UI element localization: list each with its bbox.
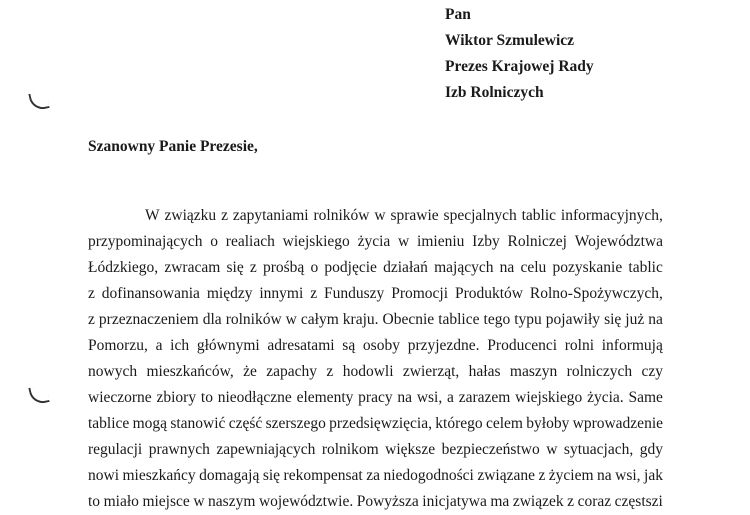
body-line: wieczorne zbiory to nieodłączne elementy pracy na wsi, a zarazem wiejskiego życia. Same: [88, 389, 663, 406]
addressee-line: Pan: [445, 6, 471, 23]
body-line: to miało miejsce w naszym województwie. Powyższa inicjatywa ma związek z coraz częstszi: [88, 493, 663, 510]
letter-body: [88, 203, 663, 515]
body-line: Pomorzu, a ich głównymi adresatami są osoby przyjezdne. Producenci rolni informują: [88, 337, 663, 354]
addressee-line: Prezes Krajowej Rady: [445, 58, 594, 75]
body-line: nowych mieszkańców, że zapachy z hodowli zwierząt, hałas maszyn rolniczych czy: [88, 363, 663, 380]
hole-punch-mark: [28, 90, 49, 111]
body-line: nowi mieszkańcy domagają się rekompensat za niedogodności związane z życiem na wsi, jak: [88, 467, 663, 484]
body-line: tablice mogą stanowić część szerszego przedsięwzięcia, którego celem byłoby wprowadzenie: [88, 415, 663, 432]
hole-punch-mark: [28, 384, 49, 405]
body-line: regulacji prawnych zapewniających rolnikom większe bezpieczeństwo w sytuacjach, gdy: [88, 441, 663, 458]
addressee-block: [445, 2, 594, 106]
body-line: Łódzkiego, zwracam się z prośbą o podjęcie działań mających na celu pozyskanie tablic: [88, 259, 663, 276]
addressee-line: Izb Rolniczych: [445, 84, 544, 101]
body-line: z dofinansowania między innymi z Funduszy Promocji Produktów Rolno-Spożywczych,: [88, 285, 663, 302]
addressee-line: Wiktor Szmulewicz: [445, 32, 575, 49]
body-line: W związku z zapytaniami rolników w sprawie specjalnych tablic informacyjnych,: [145, 207, 663, 224]
body-line: z przeznaczeniem dla rolników w całym kraju. Obecnie tablice tego typu pojawiły się już na: [88, 311, 663, 328]
body-line: przypominających o realiach wiejskiego życia w imieniu Izby Rolniczej Województwa: [88, 233, 663, 250]
salutation: Szanowny Panie Prezesie,: [88, 138, 258, 155]
